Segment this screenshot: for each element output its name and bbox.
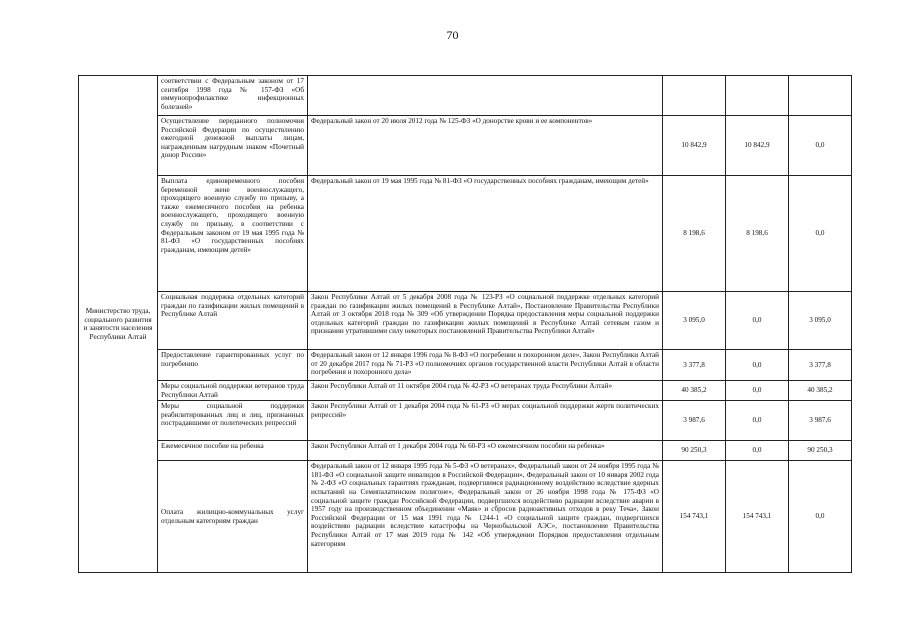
table-row	[79, 176, 852, 292]
amount-regional: 3 987,6	[789, 401, 852, 441]
amount-regional	[789, 76, 852, 116]
amount-regional: 0,0	[789, 176, 852, 292]
amount-regional: 0,0	[789, 461, 852, 573]
legal-basis: Закон Республики Алтай от 11 октября 2004 года № 42-РЗ «О ветеранах труда Республики Алтай»	[308, 381, 663, 401]
table-row	[79, 401, 852, 441]
amount-total: 3 095,0	[663, 292, 726, 350]
measure-name: Социальная поддержка отдельных категорий граждан по газификации жилых помещений в Республике Алтай	[158, 292, 308, 350]
measure-name: Ежемесячное пособие на ребенка	[158, 441, 308, 461]
table-row	[79, 292, 852, 350]
legal-basis: Федеральный закон от 12 января 1995 года № 5-ФЗ «О ветеранах», Федеральный закон от 24 ноября 1995 года № 181-ФЗ «О социальной защите инвалидов в Российской Федерации», Федеральный закон от 10 января 2002 года № 2-ФЗ «О социальных гарантиях гражданам, подвергшимся радиационному воздействию вследствие ядерных испытаний на Семипалатинском полигоне», Федеральный закон от 26 ноября 1998 года № 175-ФЗ «О социальной защите граждан Российской Федерации, подвергшихся воздействию радиации вследствие аварии в 1957 году на производственном объединении «Маяк» и сбросов радиоактивных отходов в реку Теча», Закон Российской Федерации от 15 мая 1991 года № 1244-1 «О социальной защите граждан, подвергшихся воздействию радиации вследствие катастрофы на Чернобыльской АЭС», постановление Правительства Республики Алтай от 17 мая 2019 года № 142 «Об утверждении Порядков предоставления отдельным категориям	[308, 461, 663, 573]
legal-basis: Федеральный закон от 20 июля 2012 года № 125-ФЗ «О донорстве крови и ее компонентов»	[308, 116, 663, 176]
amount-regional: 3 377,8	[789, 350, 852, 381]
table-row	[79, 350, 852, 381]
amount-federal: 0,0	[726, 401, 789, 441]
legal-basis	[308, 76, 663, 116]
measure-name: Осуществление переданного полномочия Российской Федерации по осуществлению ежегодной денежной выплаты лицам, награжденным нагрудным знаком «Почетный донор России»	[158, 116, 308, 176]
legal-basis: Федеральный закон от 12 января 1996 года № 8-ФЗ «О погребении и похоронном деле», Закон Республики Алтай от 20 декабря 2017 года № 71-РЗ «О полномочиях органов государственной власти Республики Алтай в области погребения и похоронного дела»	[308, 350, 663, 381]
measure-name: Предоставление гарантированных услуг по погребению	[158, 350, 308, 381]
amount-federal	[726, 76, 789, 116]
amount-total: 3 987,6	[663, 401, 726, 441]
measure-name: Меры социальной поддержки реабилитированных лиц и лиц, признанных пострадавшими от политических репрессий	[158, 401, 308, 441]
legal-basis: Закон Республики Алтай от 1 декабря 2004 года № 61-РЗ «О мерах социальной поддержки жертв политических репрессий»	[308, 401, 663, 441]
table-row	[79, 116, 852, 176]
page-number: 70	[446, 28, 459, 42]
table-row	[79, 76, 852, 116]
amount-regional: 0,0	[789, 116, 852, 176]
department-cell	[79, 76, 158, 573]
amount-regional: 90 250,3	[789, 441, 852, 461]
budget-table	[78, 75, 852, 573]
amount-regional: 3 095,0	[789, 292, 852, 350]
amount-total: 154 743,1	[663, 461, 726, 573]
measure-name: соответствии с Федеральным законом от 17 сентября 1998 года № 157-ФЗ «Об иммунопрофилактике инфекционных болезней»	[158, 76, 308, 116]
amount-federal: 0,0	[726, 350, 789, 381]
amount-total: 8 198,6	[663, 176, 726, 292]
table-row	[79, 381, 852, 401]
amount-federal: 10 842,9	[726, 116, 789, 176]
table-row	[79, 441, 852, 461]
measure-name: Меры социальной поддержки ветеранов труда Республики Алтай	[158, 381, 308, 401]
amount-federal: 154 743,1	[726, 461, 789, 573]
amount-total: 10 842,9	[663, 116, 726, 176]
amount-total	[663, 76, 726, 116]
amount-total: 40 385,2	[663, 381, 726, 401]
measure-name: Оплата жилищно-коммунальных услуг отдельным категориям граждан	[158, 461, 308, 573]
legal-basis: Закон Республики Алтай от 5 декабря 2008 года № 123-РЗ «О социальной поддержке отдельных категорий граждан по газификации жилых помещений в Республике Алтай», Постановление Правительства Республики Алтай от 3 октября 2018 года № 309 «Об утверждении Порядка предоставления меры социальной поддержки отдельных категорий граждан по газификации жилых помещений в Республике Алтай сетевым газом и признании утратившими силу некоторых постановлений Правительства Республики Алтай»	[308, 292, 663, 350]
amount-federal: 0,0	[726, 381, 789, 401]
department-name: Министерство труда, социального развития и занятости населения Республики Алтай	[83, 306, 153, 341]
amount-federal: 0,0	[726, 292, 789, 350]
table-row	[79, 461, 852, 573]
amount-federal: 0,0	[726, 441, 789, 461]
measure-name: Выплата единовременного пособия беременной жене военнослужащего, проходящего военную службу по призыву, а также ежемесячного пособия на ребенка военнослужащего, проходящего военную службу по призыву, в соответствии с Федеральным законом от 19 мая 1995 года № 81-ФЗ «О государственных пособиях гражданам, имеющим детей»	[158, 176, 308, 292]
legal-basis: Федеральный закон от 19 мая 1995 года № 81-ФЗ «О государственных пособиях гражданам, имеющим детей»	[308, 176, 663, 292]
legal-basis: Закон Республики Алтай от 1 декабря 2004 года № 60-РЗ «О ежемесячном пособии на ребенка»	[308, 441, 663, 461]
amount-regional: 40 385,2	[789, 381, 852, 401]
amount-total: 90 250,3	[663, 441, 726, 461]
amount-federal: 8 198,6	[726, 176, 789, 292]
amount-total: 3 377,8	[663, 350, 726, 381]
